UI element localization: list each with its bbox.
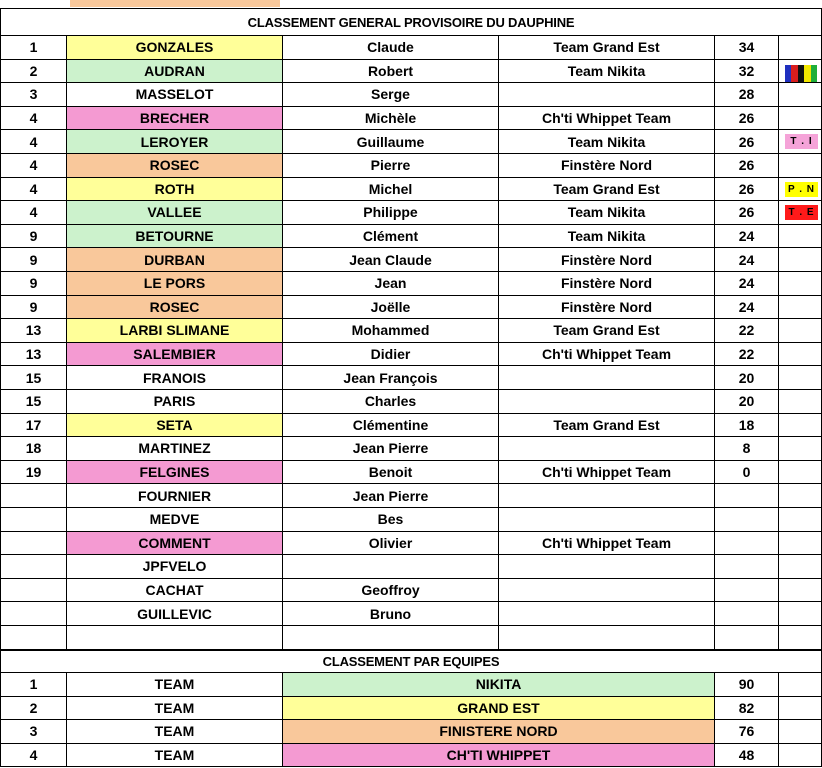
team-cell: Team Grand Est <box>499 319 715 343</box>
team-rank-cell: 3 <box>0 720 67 744</box>
table-row <box>0 437 822 461</box>
pts-cell: 26 <box>715 130 779 154</box>
badge-tag: P . N <box>785 182 818 197</box>
team-cell: Team Grand Est <box>499 36 715 60</box>
team-ranking-title: CLASSEMENT PAR EQUIPES <box>0 650 822 673</box>
team-pts-cell: 82 <box>715 697 779 721</box>
badge-cell <box>779 130 822 154</box>
team-cell: Finstère Nord <box>499 154 715 178</box>
table-row <box>0 366 822 390</box>
rank-cell: 15 <box>0 390 67 414</box>
first-cell: Guillaume <box>283 130 499 154</box>
table-row <box>0 555 822 579</box>
name-cell: DURBAN <box>67 248 283 272</box>
rank-cell: 4 <box>0 154 67 178</box>
table-row <box>0 248 822 272</box>
pts-cell <box>715 555 779 579</box>
table-row <box>0 602 822 626</box>
first-cell: Mohammed <box>283 319 499 343</box>
pts-cell: 18 <box>715 414 779 438</box>
first-cell: Jean François <box>283 366 499 390</box>
pts-cell: 28 <box>715 83 779 107</box>
pts-cell: 32 <box>715 60 779 84</box>
table-row <box>0 36 822 60</box>
team-blank-cell <box>779 744 822 768</box>
team-rank-cell: 4 <box>0 744 67 768</box>
team-label-cell: TEAM <box>67 673 283 697</box>
first-cell: Clémentine <box>283 414 499 438</box>
team-cell <box>499 555 715 579</box>
rank-cell: 9 <box>0 296 67 320</box>
rank-cell <box>0 508 67 532</box>
table-row <box>0 626 822 650</box>
pts-cell: 0 <box>715 461 779 485</box>
team-cell: Ch'ti Whippet Team <box>499 532 715 556</box>
table-row <box>0 272 822 296</box>
first-cell <box>283 555 499 579</box>
team-team-cell: NIKITA <box>283 673 715 697</box>
rank-cell: 13 <box>0 343 67 367</box>
badge-cell <box>779 319 822 343</box>
team-cell: Finstère Nord <box>499 296 715 320</box>
table-row <box>0 319 822 343</box>
team-cell: Ch'ti Whippet Team <box>499 343 715 367</box>
name-cell: LEROYER <box>67 130 283 154</box>
first-cell: Geoffroy <box>283 579 499 603</box>
first-cell: Joëlle <box>283 296 499 320</box>
badge-cell <box>779 83 822 107</box>
team-cell: Team Nikita <box>499 201 715 225</box>
table-row <box>0 343 822 367</box>
rank-cell: 19 <box>0 461 67 485</box>
name-cell: FRANOIS <box>67 366 283 390</box>
pts-cell: 26 <box>715 201 779 225</box>
name-cell: MARTINEZ <box>67 437 283 461</box>
rank-cell: 17 <box>0 414 67 438</box>
first-cell: Didier <box>283 343 499 367</box>
badge-cell <box>779 296 822 320</box>
team-cell <box>499 508 715 532</box>
team-cell: Team Grand Est <box>499 414 715 438</box>
rank-cell: 9 <box>0 225 67 249</box>
rank-cell: 4 <box>0 107 67 131</box>
name-cell: SETA <box>67 414 283 438</box>
team-cell <box>499 626 715 650</box>
table-row <box>0 83 822 107</box>
badge-tag: T . I <box>785 134 818 149</box>
team-blank-cell <box>779 673 822 697</box>
name-cell: ROSEC <box>67 154 283 178</box>
first-cell: Robert <box>283 60 499 84</box>
pts-cell <box>715 532 779 556</box>
name-cell: COMMENT <box>67 532 283 556</box>
pts-cell: 34 <box>715 36 779 60</box>
pts-cell <box>715 508 779 532</box>
team-cell: Ch'ti Whippet Team <box>499 461 715 485</box>
team-cell: Team Nikita <box>499 225 715 249</box>
rank-cell: 4 <box>0 201 67 225</box>
team-label-cell: TEAM <box>67 720 283 744</box>
rank-cell: 15 <box>0 366 67 390</box>
rank-cell <box>0 602 67 626</box>
team-cell: Team Grand Est <box>499 178 715 202</box>
team-cell: Team Nikita <box>499 60 715 84</box>
rank-cell: 4 <box>0 178 67 202</box>
badge-cell <box>779 343 822 367</box>
name-cell: JPFVELO <box>67 555 283 579</box>
name-cell: VALLEE <box>67 201 283 225</box>
pts-cell: 22 <box>715 343 779 367</box>
pts-cell: 20 <box>715 390 779 414</box>
team-team-cell: GRAND EST <box>283 697 715 721</box>
badge-cell <box>779 555 822 579</box>
name-cell: MASSELOT <box>67 83 283 107</box>
name-cell: AUDRAN <box>67 60 283 84</box>
first-cell: Philippe <box>283 201 499 225</box>
table-row <box>0 154 822 178</box>
first-cell: Bes <box>283 508 499 532</box>
name-cell: LE PORS <box>67 272 283 296</box>
pts-cell <box>715 484 779 508</box>
team-cell: Finstère Nord <box>499 248 715 272</box>
badge-cell <box>779 437 822 461</box>
badge-cell <box>779 248 822 272</box>
pts-cell: 22 <box>715 319 779 343</box>
badge-cell <box>779 60 822 84</box>
badge-cell <box>779 579 822 603</box>
team-blank-cell <box>779 720 822 744</box>
team-blank-cell <box>779 697 822 721</box>
top-strip-fill <box>70 0 280 7</box>
general-ranking-title: CLASSEMENT GENERAL PROVISOIRE DU DAUPHINE <box>0 8 822 36</box>
pts-cell: 26 <box>715 178 779 202</box>
team-cell <box>499 437 715 461</box>
rank-cell <box>0 484 67 508</box>
team-cell <box>499 366 715 390</box>
name-cell: FELGINES <box>67 461 283 485</box>
team-label-cell: TEAM <box>67 697 283 721</box>
pts-cell: 8 <box>715 437 779 461</box>
team-cell: Finstère Nord <box>499 272 715 296</box>
first-cell: Clément <box>283 225 499 249</box>
team-row <box>0 673 822 697</box>
first-cell: Serge <box>283 83 499 107</box>
table-row <box>0 390 822 414</box>
team-cell <box>499 390 715 414</box>
badge-cell <box>779 201 822 225</box>
table-row <box>0 60 822 84</box>
table-row <box>0 414 822 438</box>
first-cell: Jean <box>283 272 499 296</box>
team-row <box>0 697 822 721</box>
name-cell: MEDVE <box>67 508 283 532</box>
team-pts-cell: 76 <box>715 720 779 744</box>
name-cell: GONZALES <box>67 36 283 60</box>
name-cell: SALEMBIER <box>67 343 283 367</box>
team-cell <box>499 602 715 626</box>
rank-cell: 3 <box>0 83 67 107</box>
badge-cell <box>779 272 822 296</box>
name-cell: BRECHER <box>67 107 283 131</box>
pts-cell: 24 <box>715 225 779 249</box>
rank-cell: 18 <box>0 437 67 461</box>
first-cell: Benoit <box>283 461 499 485</box>
first-cell: Claude <box>283 36 499 60</box>
first-cell: Olivier <box>283 532 499 556</box>
first-cell: Michel <box>283 178 499 202</box>
name-cell: PARIS <box>67 390 283 414</box>
badge-cell <box>779 461 822 485</box>
name-cell: BETOURNE <box>67 225 283 249</box>
team-cell: Team Nikita <box>499 130 715 154</box>
rank-cell: 2 <box>0 60 67 84</box>
name-cell: LARBI SLIMANE <box>67 319 283 343</box>
pts-cell <box>715 579 779 603</box>
table-row <box>0 532 822 556</box>
team-cell <box>499 579 715 603</box>
pts-cell: 20 <box>715 366 779 390</box>
badge-cell <box>779 178 822 202</box>
name-cell: ROTH <box>67 178 283 202</box>
team-team-cell: FINISTERE NORD <box>283 720 715 744</box>
first-cell: Pierre <box>283 154 499 178</box>
rank-cell <box>0 626 67 650</box>
team-rank-cell: 1 <box>0 673 67 697</box>
table-row <box>0 107 822 131</box>
table-row <box>0 579 822 603</box>
rank-cell: 9 <box>0 248 67 272</box>
badge-cell <box>779 390 822 414</box>
name-cell: CACHAT <box>67 579 283 603</box>
first-cell <box>283 626 499 650</box>
badge-cell <box>779 508 822 532</box>
rank-cell <box>0 579 67 603</box>
pts-cell <box>715 626 779 650</box>
pts-cell <box>715 602 779 626</box>
team-label-cell: TEAM <box>67 744 283 768</box>
team-row <box>0 720 822 744</box>
pts-cell: 24 <box>715 248 779 272</box>
team-pts-cell: 90 <box>715 673 779 697</box>
badge-cell <box>779 602 822 626</box>
rank-cell <box>0 532 67 556</box>
rank-cell: 13 <box>0 319 67 343</box>
badge-cell <box>779 532 822 556</box>
first-cell: Michèle <box>283 107 499 131</box>
first-cell: Jean Pierre <box>283 437 499 461</box>
rank-cell <box>0 555 67 579</box>
first-cell: Bruno <box>283 602 499 626</box>
badge-cell <box>779 107 822 131</box>
pts-cell: 26 <box>715 107 779 131</box>
table-row <box>0 225 822 249</box>
badge-cell <box>779 484 822 508</box>
badge-cell <box>779 154 822 178</box>
team-row <box>0 744 822 768</box>
table-row <box>0 201 822 225</box>
badge-cell <box>779 225 822 249</box>
team-cell <box>499 484 715 508</box>
name-cell: ROSEC <box>67 296 283 320</box>
name-cell: GUILLEVIC <box>67 602 283 626</box>
badge-cell <box>779 366 822 390</box>
team-team-cell: CH'TI WHIPPET <box>283 744 715 768</box>
pts-cell: 24 <box>715 296 779 320</box>
table-row <box>0 461 822 485</box>
first-cell: Charles <box>283 390 499 414</box>
badge-tag: T . E <box>785 205 818 220</box>
badge-cell <box>779 36 822 60</box>
name-cell: FOURNIER <box>67 484 283 508</box>
jersey-icon <box>785 65 817 82</box>
badge-cell <box>779 414 822 438</box>
pts-cell: 24 <box>715 272 779 296</box>
pts-cell: 26 <box>715 154 779 178</box>
table-row <box>0 178 822 202</box>
rank-cell: 9 <box>0 272 67 296</box>
table-row <box>0 296 822 320</box>
table-row <box>0 484 822 508</box>
rank-cell: 4 <box>0 130 67 154</box>
team-cell: Ch'ti Whippet Team <box>499 107 715 131</box>
first-cell: Jean Pierre <box>283 484 499 508</box>
team-pts-cell: 48 <box>715 744 779 768</box>
rank-cell: 1 <box>0 36 67 60</box>
team-rank-cell: 2 <box>0 697 67 721</box>
table-row <box>0 130 822 154</box>
table-row <box>0 508 822 532</box>
team-cell <box>499 83 715 107</box>
badge-cell <box>779 626 822 650</box>
name-cell <box>67 626 283 650</box>
first-cell: Jean Claude <box>283 248 499 272</box>
